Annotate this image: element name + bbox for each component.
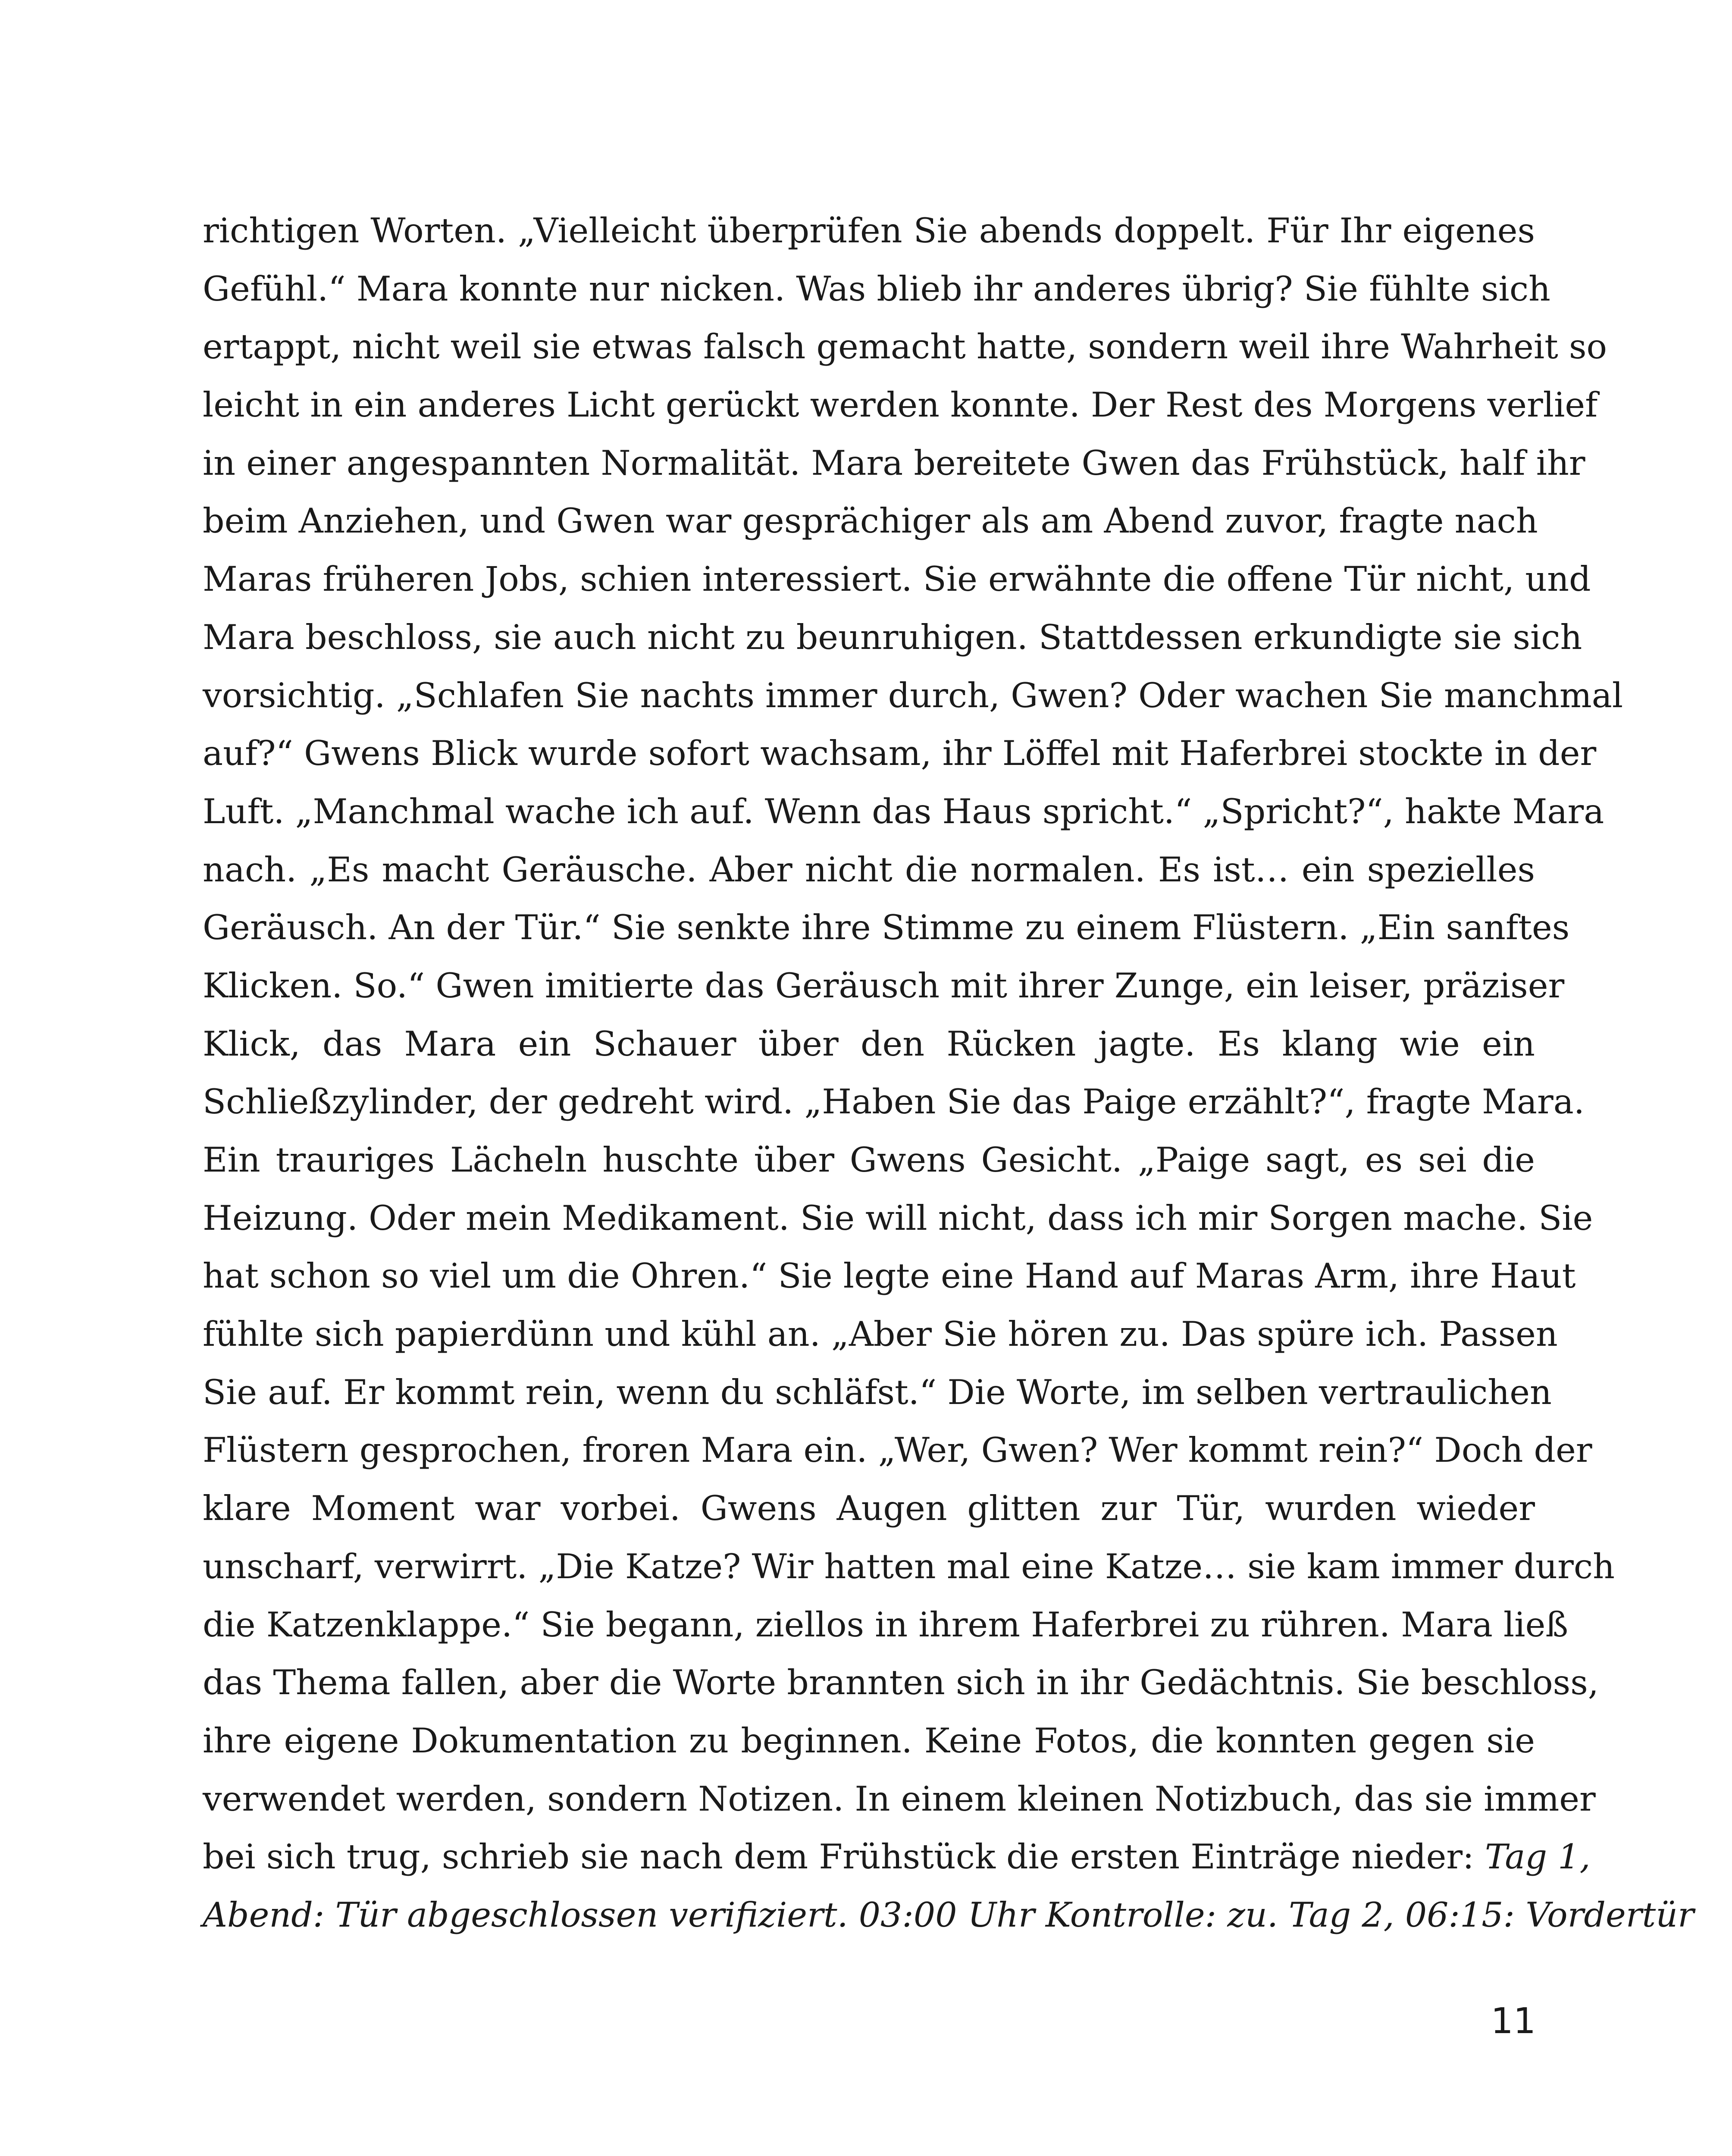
text-line: Klicken. So.“ Gwen imitierte das Geräusch mit ihrer Zunge, ein leiser, präziser	[203, 965, 1565, 1006]
text-line: Geräusch. An der Tür.“ Sie senkte ihre Stimme zu einem Flüstern. „Ein sanftes	[203, 908, 1570, 948]
italic-text-segment: Tag 1,	[1485, 1837, 1591, 1877]
text-line: Ein trauriges Lächeln huschte über Gwens Gesicht. „Paige sagt, es sei die	[203, 1140, 1535, 1180]
text-line: Schließzylinder, der gedreht wird. „Haben Sie das Paige erzählt?“, fragte Mara.	[203, 1082, 1585, 1122]
text-line: klare Moment war vorbei. Gwens Augen glitten zur Tür, wurden wieder	[203, 1489, 1535, 1529]
text-line: Luft. „Manchmal wache ich auf. Wenn das Haus spricht.“ „Spricht?“, hakte Mara	[203, 791, 1604, 831]
text-line: fühlte sich papierdünn und kühl an. „Aber Sie hören zu. Das spüre ich. Passen	[203, 1314, 1558, 1354]
text-segment: bei sich trug, schrieb sie nach dem Frühstück die ersten Einträge nieder:	[203, 1837, 1485, 1877]
text-line: vorsichtig. „Schlafen Sie nachts immer durch, Gwen? Oder wachen Sie manchmal	[203, 675, 1623, 715]
page-number: 11	[1491, 2001, 1536, 2042]
text-line: Heizung. Oder mein Medikament. Sie will nicht, dass ich mir Sorgen mache. Sie	[203, 1198, 1593, 1238]
text-line: nach. „Es macht Geräusche. Aber nicht die normalen. Es ist… ein spezielles	[203, 849, 1535, 890]
text-line: auf?“ Gwens Blick wurde sofort wachsam, ihr Löffel mit Haferbrei stockte in der	[203, 733, 1597, 774]
text-line: richtigen Worten. „Vielleicht überprüfen Sie abends doppelt. Für Ihr eigenes	[203, 211, 1535, 251]
text-line: ertappt, nicht weil sie etwas falsch gemacht hatte, sondern weil ihre Wahrheit so	[203, 327, 1607, 367]
text-line: beim Anziehen, und Gwen war gesprächiger als am Abend zuvor, fragte nach	[203, 501, 1538, 541]
text-line-mixed	[203, 1828, 1591, 1886]
text-line: ihre eigene Dokumentation zu beginnen. Keine Fotos, die konnten gegen sie	[203, 1720, 1535, 1761]
text-line: Maras früheren Jobs, schien interessiert. Sie erwähnte die offene Tür nicht, und	[203, 559, 1591, 599]
text-line: leicht in ein anderes Licht gerückt werden konnte. Der Rest des Morgens verlief	[203, 385, 1598, 425]
italic-text-line: Abend: Tür abgeschlossen verifiziert. 03:00 Uhr Kontrolle: zu. Tag 2, 06:15: Vordertür	[203, 1895, 1694, 1935]
text-line: Klick, das Mara ein Schauer über den Rücken jagte. Es klang wie ein	[203, 1024, 1535, 1064]
text-line: Flüstern gesprochen, froren Mara ein. „Wer, Gwen? Wer kommt rein?“ Doch der	[203, 1430, 1592, 1470]
body-text	[203, 202, 1694, 1944]
text-line: die Katzenklappe.“ Sie begann, ziellos in ihrem Haferbrei zu rühren. Mara ließ	[203, 1604, 1569, 1645]
text-line: Gefühl.“ Mara konnte nur nicken. Was blieb ihr anderes übrig? Sie fühlte sich	[203, 269, 1550, 309]
text-line: das Thema fallen, aber die Worte brannten sich in ihr Gedächtnis. Sie beschloss,	[203, 1663, 1599, 1703]
text-line: verwendet werden, sondern Notizen. In einem kleinen Notizbuch, das sie immer	[203, 1779, 1596, 1819]
text-line: hat schon so viel um die Ohren.“ Sie legte eine Hand auf Maras Arm, ihre Haut	[203, 1256, 1576, 1296]
text-line: in einer angespannten Normalität. Mara bereitete Gwen das Frühstück, half ihr	[203, 443, 1585, 483]
text-line: Sie auf. Er kommt rein, wenn du schläfst.“ Die Worte, im selben vertraulichen	[203, 1372, 1552, 1412]
text-line: Mara beschloss, sie auch nicht zu beunruhigen. Stattdessen erkundigte sie sich	[203, 617, 1582, 657]
text-line: unscharf, verwirrt. „Die Katze? Wir hatten mal eine Katze… sie kam immer durch	[203, 1546, 1615, 1586]
